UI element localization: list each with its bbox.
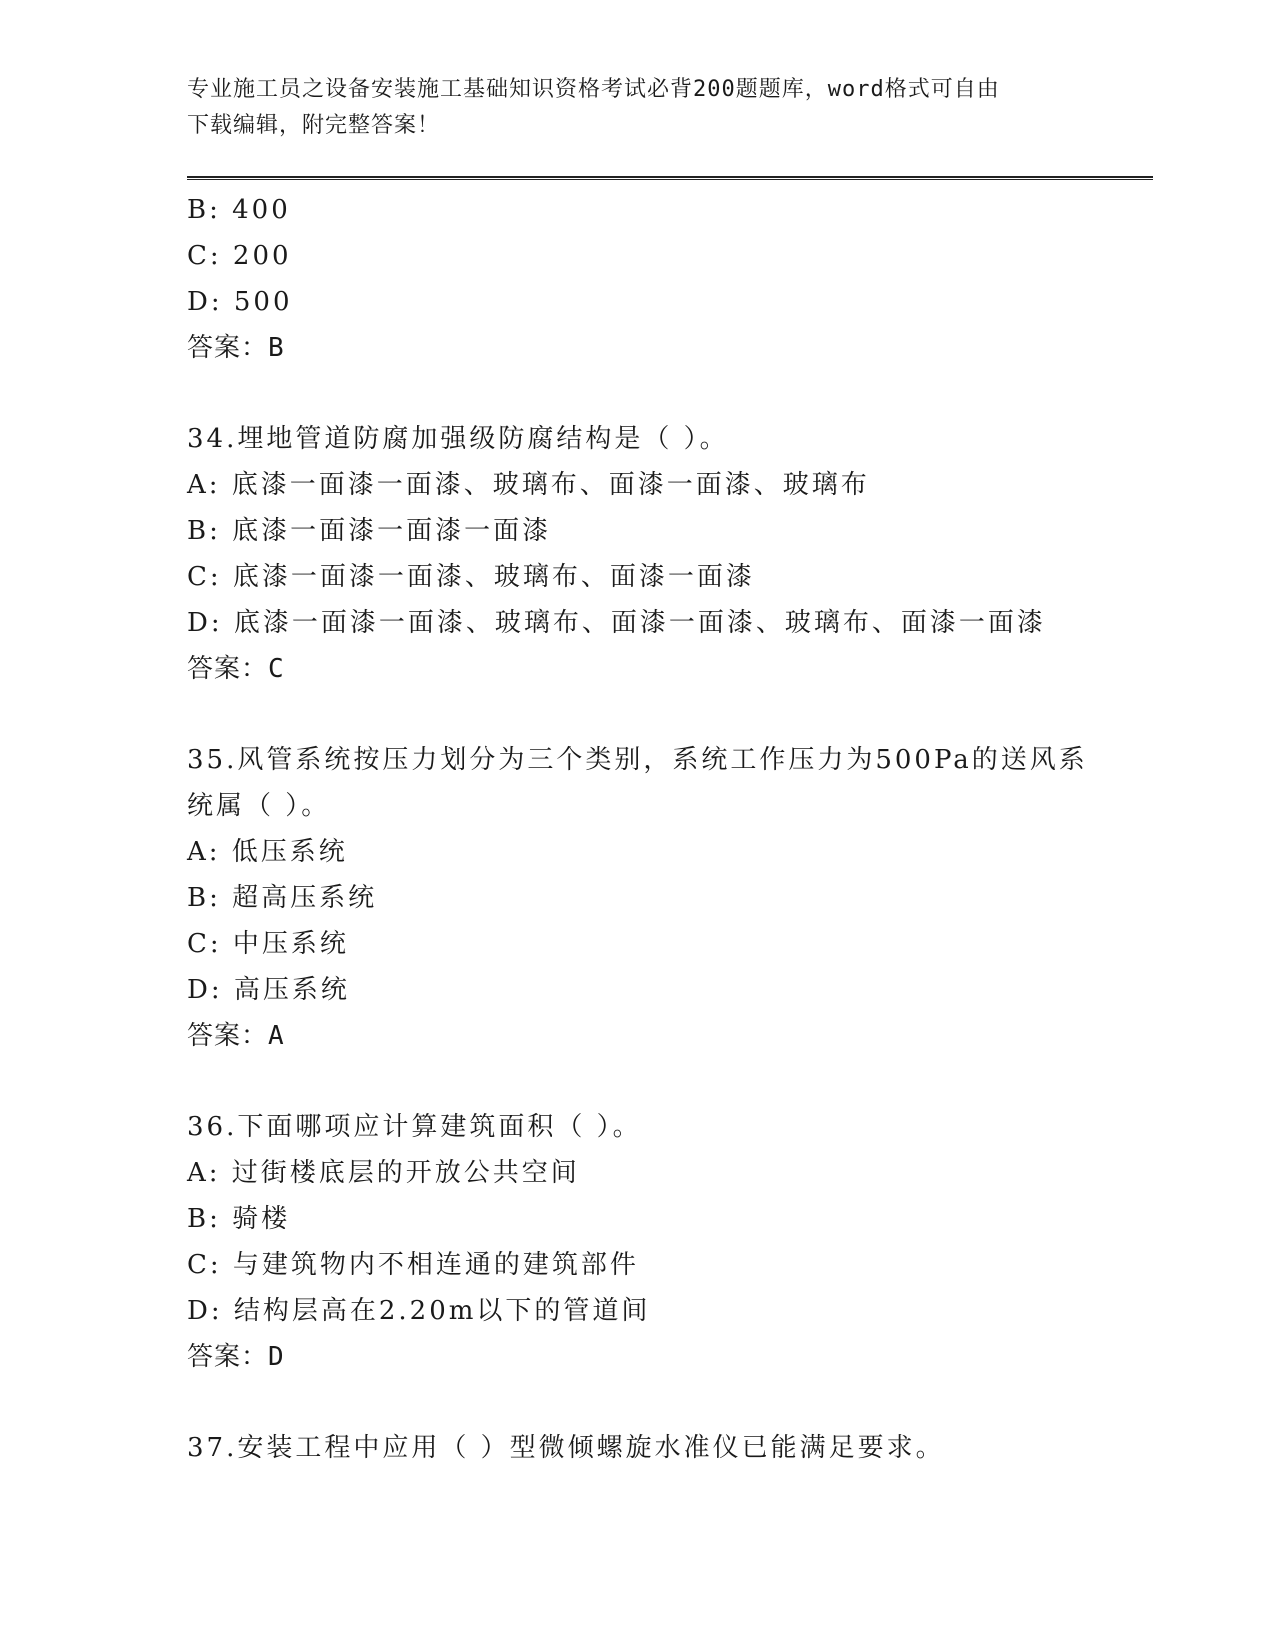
option-c: C: 底漆一面漆一面漆、玻璃布、面漆一面漆 [187, 562, 755, 592]
header-line-1: 专业施工员之设备安装施工基础知识资格考试必背200题题库，word格式可自由 [187, 77, 1000, 102]
option-c: C: 200 [187, 241, 292, 271]
question-stem: 37.安装工程中应用（ ）型微倾螺旋水准仪已能满足要求。 [187, 1433, 945, 1463]
header-divider [187, 176, 1153, 180]
question-stem: 36.下面哪项应计算建筑面积（ ）。 [187, 1112, 642, 1142]
answer-label: 答案：A [187, 1021, 285, 1051]
question-stem: 34.埋地管道防腐加强级防腐结构是（ ）。 [187, 424, 729, 454]
document-header [187, 72, 1087, 144]
option-d: D: 底漆一面漆一面漆、玻璃布、面漆一面漆、玻璃布、面漆一面漆 [187, 608, 1046, 638]
answer-label: 答案：B [187, 333, 285, 363]
option-a: A: 低压系统 [187, 837, 348, 867]
option-d: D: 高压系统 [187, 975, 350, 1005]
question-block-33 [187, 187, 1087, 371]
option-b: B: 骑楼 [187, 1204, 291, 1234]
question-block-35 [187, 737, 1087, 1059]
answer-label: 答案：D [187, 1342, 285, 1372]
header-line-2: 下载编辑，附完整答案！ [187, 113, 441, 138]
option-a: A: 过街楼底层的开放公共空间 [187, 1158, 580, 1188]
question-stem: 35.风管系统按压力划分为三个类别，系统工作压力为500Pa的送风系 [187, 745, 1088, 775]
question-block-36 [187, 1104, 1087, 1380]
question-stem-continued: 统属（ ）。 [187, 791, 331, 821]
option-b: B: 底漆一面漆一面漆一面漆 [187, 516, 552, 546]
option-b: B: 超高压系统 [187, 883, 378, 913]
option-c: C: 与建筑物内不相连通的建筑部件 [187, 1250, 639, 1280]
answer-label: 答案：C [187, 654, 285, 684]
question-block-37 [187, 1425, 1087, 1471]
option-d: D: 500 [187, 287, 293, 317]
option-c: C: 中压系统 [187, 929, 349, 959]
option-a: A: 底漆一面漆一面漆、玻璃布、面漆一面漆、玻璃布 [187, 470, 870, 500]
question-block-34 [187, 416, 1087, 692]
question-list [187, 187, 1087, 1471]
option-b: B: 400 [187, 195, 291, 225]
option-d: D: 结构层高在2.20m以下的管道间 [187, 1296, 651, 1326]
